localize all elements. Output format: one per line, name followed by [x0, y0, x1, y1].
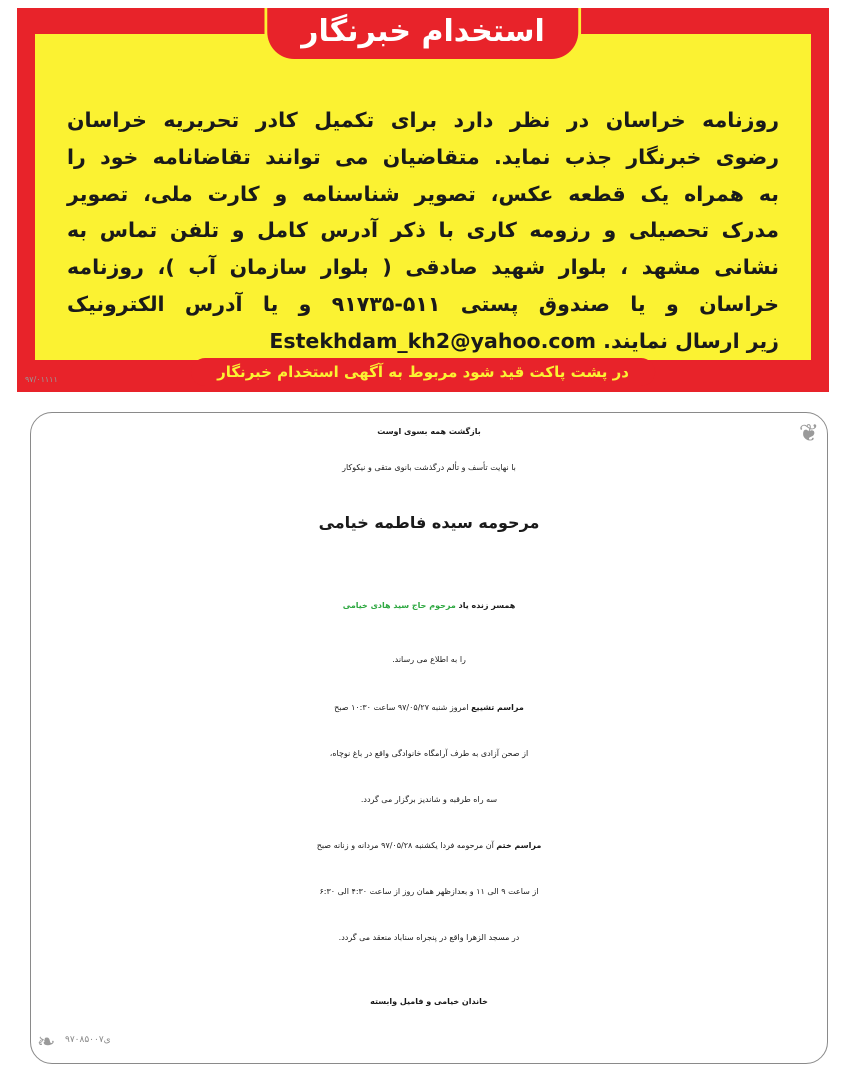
inform-line: را به اطلاع می رساند. [392, 655, 466, 664]
khatm-hours: از ساعت ۹ الی ۱۱ و بعدازظهر همان روز از ساعت ۴:۳۰ الی ۶:۳۰ [319, 887, 539, 896]
khatm-location: در مسجد الزهرا واقع در پنجراه سناباد منعقد می گردد. [338, 933, 520, 942]
job-ad-code: ۹۷/۰۱۱۱۱ [25, 375, 58, 384]
job-ad-body [67, 102, 779, 360]
job-ad-email[interactable]: Estekhdam_kh2@yahoo.com [269, 328, 597, 353]
funeral-location: از صحن آزادی به طرف آرامگاه خانوادگی واقع در باغ نوچاه، [329, 749, 529, 758]
job-ad [17, 8, 829, 392]
khatm-label: مراسم ختم [496, 841, 542, 850]
funeral-line [31, 703, 827, 712]
obituary-verse: بازگشت همه بسوی اوست [377, 427, 481, 436]
spouse-line [31, 601, 827, 610]
job-ad-panel [35, 34, 811, 360]
job-ad-line: نشانی مشهد ، بلوار شهید صادقی ( بلوار سازمان آب )، روزنامه [67, 255, 779, 280]
floral-ornament-icon: ❦ [798, 419, 819, 447]
job-ad-line: روزنامه خراسان در نظر دارد برای تکمیل کادر تحریریه خراسان [67, 108, 779, 132]
deceased-name: مرحومه سیده فاطمه خیامی [318, 513, 540, 532]
obituary [30, 412, 828, 1064]
job-ad-line: رضوی خبرنگار جذب نماید. متقاضیان می توانند تقاضانامه خود را [67, 144, 779, 169]
funeral-location-end: سه راه طرقبه و شاندیز برگزار می گردد. [360, 795, 498, 804]
job-ad-last-line-text: زیر ارسال نمایند. [603, 328, 779, 353]
obituary-intro: با نهایت تأسف و تألم درگذشت بانوی متقی و نیکوکار [342, 463, 516, 472]
job-ad-line: خراسان و یا صندوق پستی ۵۱۱-۹۱۷۳۵ و یا آدرس الکترونیک [67, 291, 779, 316]
floral-ornament-icon: ❧ [37, 1030, 56, 1055]
khatm-details: آن مرحومه فردا یکشنبه ۹۷/۰۵/۲۸ مردانه و زنانه صبح [316, 841, 494, 850]
spouse-prefix: همسر زنده یاد [458, 601, 516, 610]
job-ad-line: مدرک تحصیلی و رزومه کاری با ذکر آدرس کامل و تلفن تماس به [67, 218, 779, 243]
spouse-name: مرحوم حاج سید هادی خیامی [342, 601, 456, 610]
obituary-code: ی۹۷۰۸۵۰۰۷ [65, 1035, 111, 1045]
job-ad-title-tab [264, 8, 581, 62]
khatm-line [31, 841, 827, 850]
job-ad-title: استخدام خبرنگار [301, 14, 545, 49]
funeral-label: مراسم تشییع [471, 703, 524, 712]
family-signature: خاندان خیامی و فامیل وابسته [370, 997, 488, 1006]
job-ad-line: به همراه یک قطعه عکس، تصویر شناسنامه و کارت ملی، تصویر [67, 181, 779, 206]
job-ad-footer-note: در پشت پاکت قید شود مربوط به آگهی استخدام خبرنگار [191, 358, 655, 386]
job-ad-last-line [67, 323, 779, 360]
funeral-details: امروز شنبه ۹۷/۰۵/۲۷ ساعت ۱۰:۳۰ صبح [334, 703, 469, 712]
